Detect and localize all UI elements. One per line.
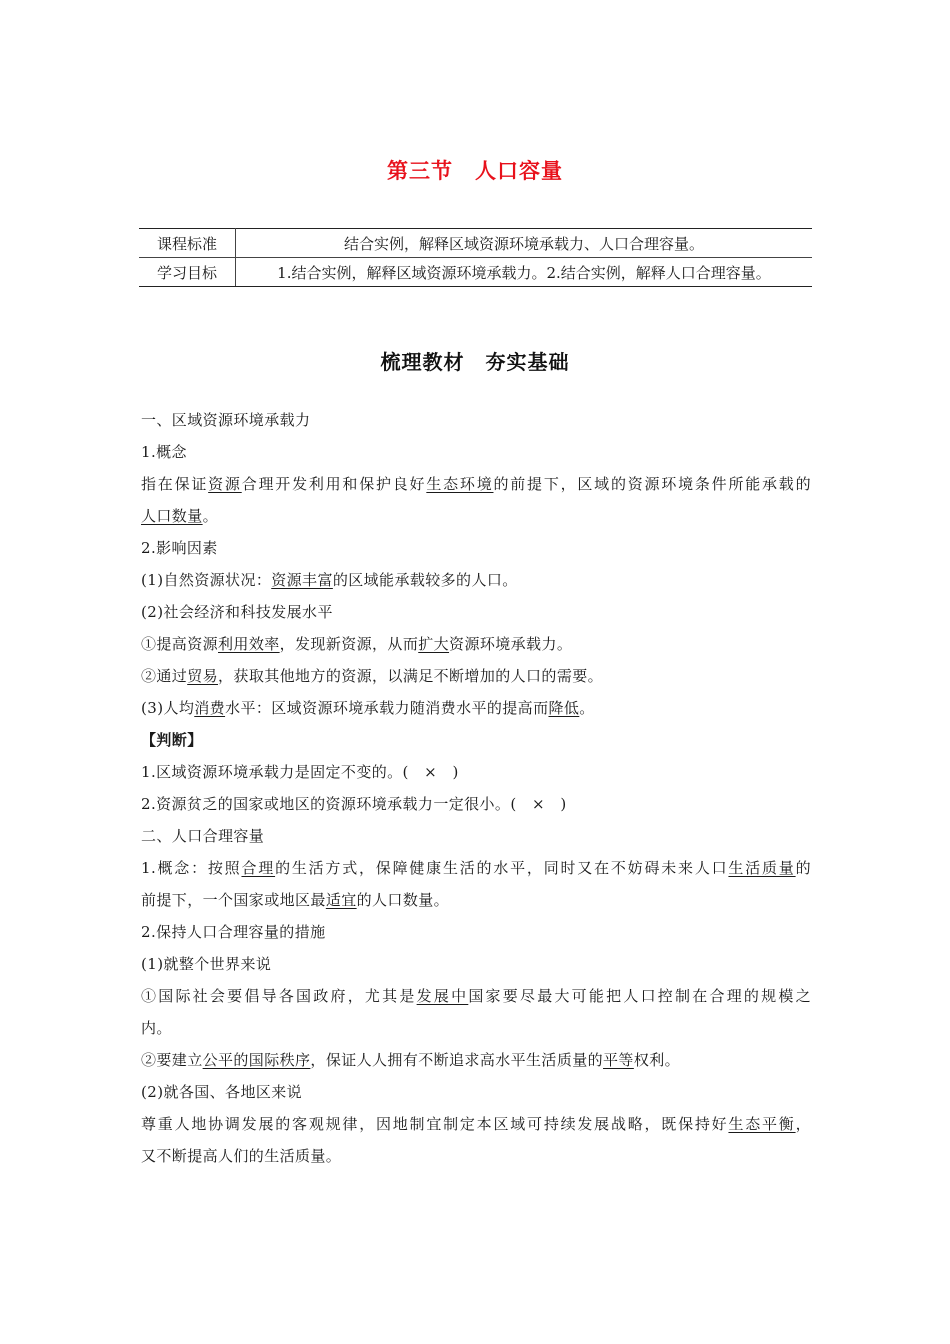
text-segment: 的生活方式，保障健康生活的水平，同时又在不妨碍未来人口 xyxy=(275,859,729,877)
text-segment: (3)人均 xyxy=(141,699,195,717)
table-row xyxy=(139,229,812,258)
text-segment: (2)就各国、各地区来说 xyxy=(141,1083,303,1101)
text-segment: (1)就整个世界来说 xyxy=(141,955,272,973)
table-cell-content: 1.结合实例，解释区域资源环境承载力。2.结合实例，解释人口合理容量。 xyxy=(236,258,813,287)
text-line xyxy=(141,980,811,1012)
underlined-answer: 利用效率 xyxy=(218,635,280,653)
text-segment: 1.概念 xyxy=(141,443,187,461)
underlined-answer: 资源 xyxy=(208,475,242,493)
text-line xyxy=(141,468,811,500)
text-segment: 又不断提高人们的生活质量。 xyxy=(141,1147,342,1165)
curriculum-standards-table xyxy=(139,228,812,287)
table-row xyxy=(139,258,812,287)
text-segment: 二、人口合理容量 xyxy=(141,827,265,845)
text-segment: 一、区域资源环境承载力 xyxy=(141,411,311,429)
text-line xyxy=(141,1076,811,1108)
text-line xyxy=(141,820,811,852)
text-segment: 前提下，一个国家或地区最 xyxy=(141,891,326,909)
text-line xyxy=(141,788,811,820)
underlined-answer: 适宜 xyxy=(325,891,357,909)
section-heading: 梳理教材 夯实基础 xyxy=(380,350,570,374)
underlined-answer: 公平的国际秩序 xyxy=(202,1051,311,1069)
text-segment: ②要建立 xyxy=(141,1051,203,1069)
text-segment: 的区域能承载较多的人口。 xyxy=(332,571,518,589)
table-cell-label: 课程标准 xyxy=(139,229,236,258)
text-line xyxy=(141,916,811,948)
text-line xyxy=(141,404,811,436)
underlined-answer: 消费 xyxy=(194,699,226,717)
underlined-answer: 生态环境 xyxy=(426,475,494,493)
bold-label: 【判断】 xyxy=(141,731,203,749)
text-line xyxy=(141,948,811,980)
document-body xyxy=(141,404,811,1172)
table-cell-label: 学习目标 xyxy=(139,258,236,287)
text-line xyxy=(141,852,811,884)
underlined-answer: 合理 xyxy=(241,859,276,877)
underlined-answer: 扩大 xyxy=(418,635,450,653)
text-segment: ，保证人人拥有不断追求高水平生活质量的 xyxy=(310,1051,604,1069)
text-segment: 合理开发利用和保护良好 xyxy=(241,475,427,493)
text-segment: 水平：区域资源环境承载力随消费水平的提高而 xyxy=(225,699,549,717)
text-line xyxy=(141,884,811,916)
underlined-answer: 平等 xyxy=(603,1051,634,1069)
text-segment: ，获取其他地方的资源，以满足不断增加的人口的需要。 xyxy=(218,667,604,685)
text-line xyxy=(141,692,811,724)
text-segment: 2.影响因素 xyxy=(141,539,218,557)
text-line xyxy=(141,1012,811,1044)
text-line xyxy=(141,724,811,756)
text-segment: ①提高资源 xyxy=(141,635,219,653)
underlined-answer: 降低 xyxy=(548,699,580,717)
text-line xyxy=(141,628,811,660)
text-segment: 资源环境承载力。 xyxy=(449,635,573,653)
text-segment: 2.资源贫乏的国家或地区的资源环境承载力一定很小。( × ) xyxy=(141,795,567,813)
text-line xyxy=(141,1140,811,1172)
text-segment: ①国际社会要倡导各国政府，尤其是 xyxy=(141,987,417,1005)
text-segment: 指在保证 xyxy=(141,475,209,493)
text-line xyxy=(141,564,811,596)
text-line xyxy=(141,436,811,468)
text-segment: ，发现新资源，从而 xyxy=(279,635,419,653)
text-line xyxy=(141,756,811,788)
underlined-answer: 生态平衡 xyxy=(728,1115,796,1133)
text-line xyxy=(141,596,811,628)
text-segment: ②通过 xyxy=(141,667,188,685)
text-line xyxy=(141,1044,811,1076)
text-line xyxy=(141,500,811,532)
text-line xyxy=(141,660,811,692)
text-segment: 国家要尽最大可能把人口控制在合理的规模之 xyxy=(468,987,812,1005)
text-segment: 的前提下，区域的资源环境条件所能承载的 xyxy=(493,475,811,493)
text-segment: 的 xyxy=(795,859,811,877)
underlined-answer: 人口数量 xyxy=(141,507,203,525)
text-segment: 尊重人地协调发展的客观规律，因地制宜制定本区域可持续发展战略，既保持好 xyxy=(141,1115,729,1133)
text-segment: 。 xyxy=(202,507,219,525)
text-segment: 1.概念：按照 xyxy=(141,859,242,877)
underlined-answer: 生活质量 xyxy=(728,859,796,877)
underlined-answer: 资源丰富 xyxy=(271,571,333,589)
text-line xyxy=(141,1108,811,1140)
text-line xyxy=(141,532,811,564)
text-segment: 权利。 xyxy=(633,1051,681,1069)
underlined-answer: 贸易 xyxy=(187,667,219,685)
text-segment: (1)自然资源状况： xyxy=(141,571,272,589)
section-title: 第三节 人口容量 xyxy=(387,159,563,183)
text-segment: 的人口数量。 xyxy=(356,891,450,909)
text-segment: ， xyxy=(795,1115,811,1133)
underlined-answer: 发展中 xyxy=(416,987,469,1005)
text-segment: (2)社会经济和科技发展水平 xyxy=(141,603,333,621)
text-segment: 2.保持人口合理容量的措施 xyxy=(141,923,326,941)
text-segment: 1.区域资源环境承载力是固定不变的。( × ) xyxy=(141,763,459,781)
table-cell-content: 结合实例，解释区域资源环境承载力、人口合理容量。 xyxy=(236,229,813,258)
text-segment: 。 xyxy=(579,699,595,717)
text-segment: 内。 xyxy=(141,1019,172,1037)
